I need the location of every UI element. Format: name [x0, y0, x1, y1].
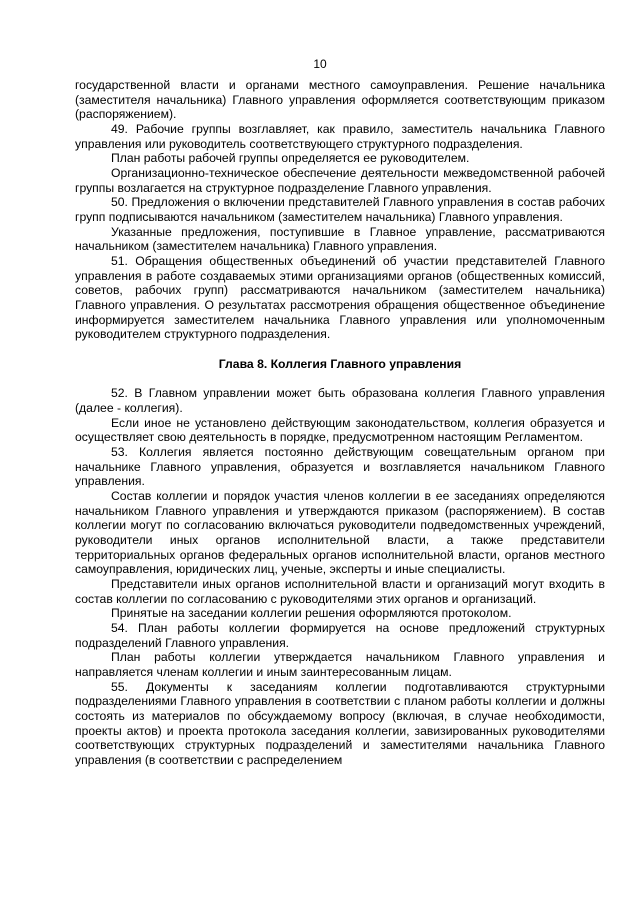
section-before-heading: [75, 78, 605, 342]
paragraph: 51. Обращения общественных объединений об участии представителей Главного управления в работе создаваемых этими организациями органов (общественных комиссий, советов, рабочих групп) рассматриваются начальником (заместителем начальника) Главного управления. О результатах рассмотрения обращения общественное объединение информируется заместителем начальника Главного управления или уполномоченным руководителем структурного подразделения.: [75, 253, 605, 342]
paragraph: 54. План работы коллегии формируется на основе предложений структурных подразделений Главного управления.: [75, 620, 605, 650]
paragraph: 55. Документы к заседаниям коллегии подготавливаются структурными подразделениями Главного управления в соответствии с планом работы коллегии и должны состоять из материалов по обсуждаемому вопросу (включая, в случае необходимости, проекты актов) и проекта протокола заседания коллегии, завизированных руководителями соответствующих структурных подразделений и заместителями начальника Главного управления (в соответствии с распределением: [75, 679, 605, 767]
paragraph: План работы коллегии утверждается начальником Главного управления и направляется членам коллегии и иным заинтересованным лицам.: [75, 650, 605, 679]
section-after-heading: [75, 386, 605, 767]
paragraph: государственной власти и органами местного самоуправления. Решение начальника (заместителя начальника) Главного управления оформляется соответствующим приказом (распоряжением).: [75, 78, 605, 122]
paragraph: Организационно-техническое обеспечение деятельности межведомственной рабочей группы возлагается на структурное подразделение Главного управления.: [75, 165, 605, 195]
paragraph: 53. Коллегия является постоянно действующим совещательным органом при начальнике Главного управления, образуется и возглавляется начальником Главного управления.: [75, 445, 605, 489]
paragraph: 50. Предложения о включении представителей Главного управления в состав рабочих групп подписываются начальником (заместителем начальника) Главного управления.: [75, 195, 605, 224]
paragraph: Если иное не установлено действующим законодательством, коллегия образуется и осуществляет свою деятельность в порядке, предусмотренном настоящим Регламентом.: [75, 415, 605, 445]
paragraph: Принятые на заседании коллегии решения оформляются протоколом.: [111, 606, 512, 621]
paragraph: Представители иных органов исполнительной власти и организаций могут входить в состав коллегии по согласованию с руководителями этих органов и организаций.: [75, 577, 605, 606]
paragraph: 52. В Главном управлении может быть образована коллегия Главного управления (далее - коллегия).: [75, 386, 605, 416]
paragraph: Указанные предложения, поступившие в Главное управление, рассматриваются начальником (заместителем начальника) Главного управления.: [75, 224, 605, 254]
document-body: [75, 78, 605, 768]
chapter-heading: Глава 8. Коллегия Главного управления: [218, 356, 462, 371]
page-number: 10: [313, 57, 327, 71]
paragraph: Состав коллегии и порядок участия членов коллегии в ее заседаниях определяются начальником Главного управления и утверждаются приказом (распоряжением). В состав коллегии могут по согласованию включаться руководители подведомственных учреждений, руководители иных органов исполнительной власти, а также представители территориальных органов федеральных органов исполнительной власти, органов местного самоуправления, юридических лиц, ученые, эксперты и иные специалисты.: [75, 489, 605, 577]
paragraph: 49. Рабочие группы возглавляет, как правило, заместитель начальника Главного управления или руководитель соответствующего структурного подразделения.: [75, 121, 605, 151]
paragraph: План работы рабочей группы определяется ее руководителем.: [111, 151, 470, 166]
